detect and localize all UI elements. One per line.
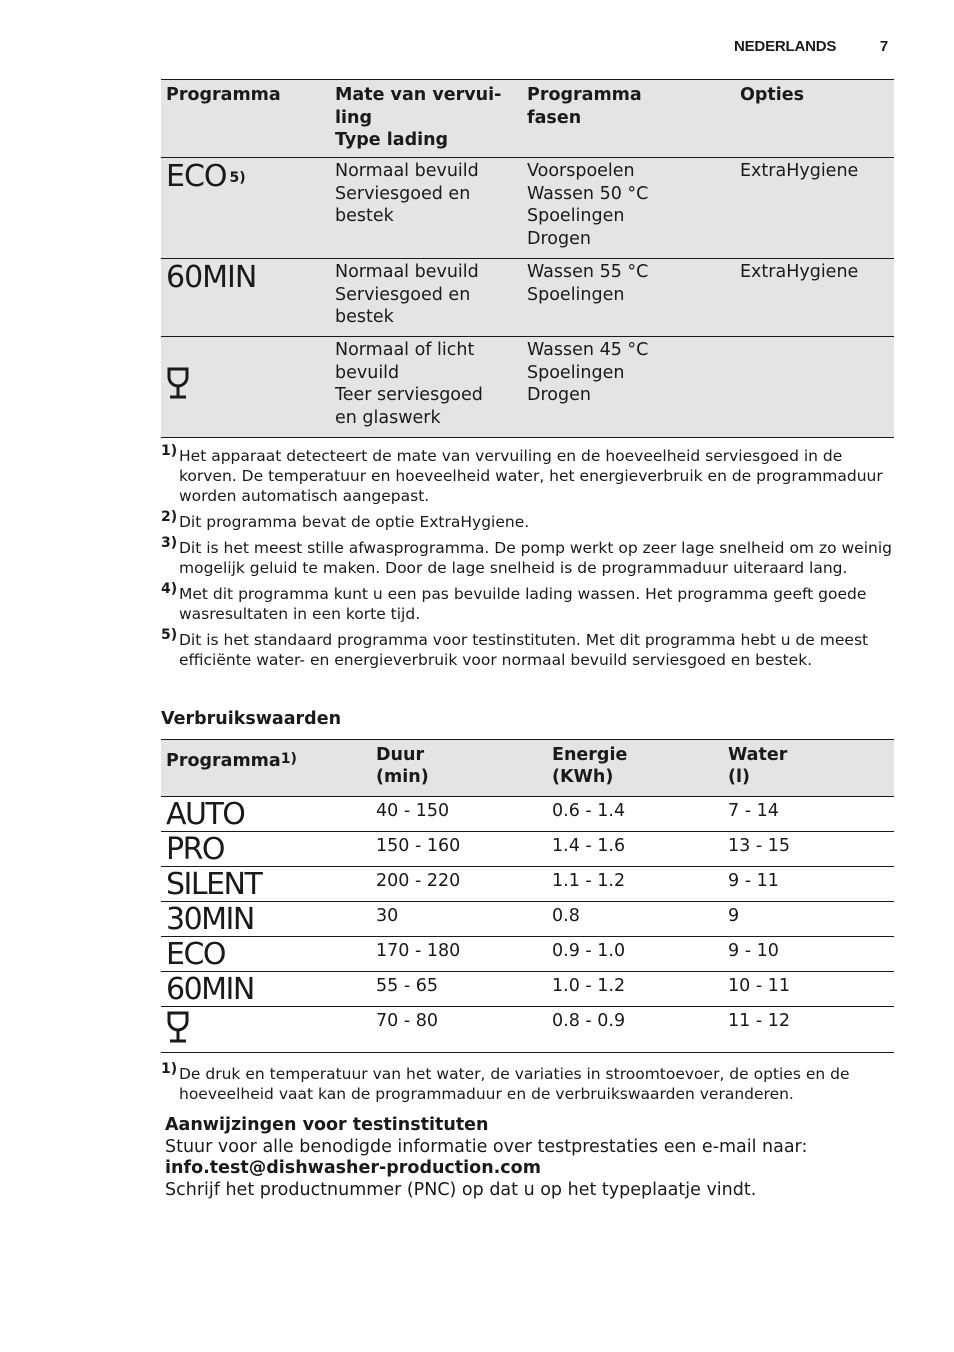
table-row [161, 259, 894, 337]
footnote [161, 509, 897, 532]
program-cell [161, 337, 330, 438]
energy-cell: 0.6 - 1.4 [547, 797, 723, 832]
water-cell: 11 - 12 [723, 1007, 894, 1053]
program-cell [161, 867, 371, 902]
footnote-mark: 5) [161, 627, 178, 643]
table-row [161, 937, 894, 972]
footnote-consumption-table [161, 1061, 897, 1110]
notes-line-2: Schrijf het productnummer (PNC) op dat u op het typeplaatje vindt. [165, 1179, 757, 1200]
header-language: NEDERLANDS [734, 38, 837, 55]
program-label: PRO [166, 832, 225, 867]
program-label: 30MIN [166, 902, 254, 937]
energy-cell: 0.8 - 0.9 [547, 1007, 723, 1053]
page-number: 7 [879, 38, 888, 55]
table-row [161, 832, 894, 867]
col-header-program-label: Programma [166, 751, 281, 771]
footnotes-program-table [161, 443, 897, 676]
soil-cell: Normaal bevuild Serviesgoed en bestek [330, 259, 522, 337]
duration-cell: 30 [371, 902, 547, 937]
table-row [161, 158, 894, 259]
water-cell: 9 - 10 [723, 937, 894, 972]
page-header [734, 38, 894, 58]
program-label: ECO [166, 159, 227, 194]
program-cell [161, 832, 371, 867]
consumption-table [161, 739, 894, 1053]
program-cell [161, 1007, 371, 1053]
footnote [161, 581, 897, 624]
section-title-consumption: Verbruikswaarden [161, 709, 342, 729]
program-label: 60MIN [166, 972, 254, 1007]
program-sup: 5) [229, 170, 246, 186]
soil-cell: Normaal bevuild Serviesgoed en bestek [330, 158, 522, 259]
table-row [161, 902, 894, 937]
duration-cell: 170 - 180 [371, 937, 547, 972]
water-cell: 7 - 14 [723, 797, 894, 832]
program-cell [161, 259, 330, 337]
wine-glass-icon [166, 366, 190, 400]
phases-cell: Wassen 55 °C Spoelingen [522, 259, 735, 337]
footnote-mark: 1) [161, 1061, 178, 1077]
program-cell [161, 797, 371, 832]
footnote [161, 443, 897, 506]
table-row [161, 1007, 894, 1053]
program-label: ECO [166, 937, 226, 972]
table-row [161, 337, 894, 438]
footnote [161, 535, 897, 578]
water-cell: 10 - 11 [723, 972, 894, 1007]
energy-cell: 1.0 - 1.2 [547, 972, 723, 1007]
program-cell [161, 902, 371, 937]
footnote-mark: 4) [161, 581, 178, 597]
footnote-text: Dit is het meest stille afwasprogramma. De pomp werkt op zeer lage snelheid om zo weinig mogelijk geluid te maken. Door de lage snelheid is de programmaduur uiteraard lang. [179, 539, 892, 577]
col-header-phases: Programma fasen [522, 80, 735, 158]
duration-cell: 55 - 65 [371, 972, 547, 1007]
energy-cell: 1.4 - 1.6 [547, 832, 723, 867]
footnote-mark: 2) [161, 509, 178, 525]
program-cell [161, 937, 371, 972]
notes-line-1: Stuur voor alle benodigde informatie over testprestaties een e-mail naar: [165, 1136, 808, 1157]
energy-cell: 0.9 - 1.0 [547, 937, 723, 972]
col-header-duration: Duur (min) [371, 740, 547, 797]
table-row [161, 797, 894, 832]
options-cell [735, 337, 894, 438]
phases-cell: Voorspoelen Wassen 50 °C Spoelingen Drogen [522, 158, 735, 259]
table-row [161, 972, 894, 1007]
options-cell: ExtraHygiene [735, 158, 894, 259]
col-header-program [161, 740, 371, 797]
water-cell: 13 - 15 [723, 832, 894, 867]
consumption-table-header [161, 740, 894, 797]
energy-cell: 0.8 [547, 902, 723, 937]
energy-cell: 1.1 - 1.2 [547, 867, 723, 902]
col-header-options: Opties [735, 80, 894, 158]
program-label: SILENT [166, 867, 262, 902]
footnote-mark: 1) [161, 443, 178, 459]
footnote [161, 1061, 897, 1104]
program-cell [161, 972, 371, 1007]
duration-cell: 40 - 150 [371, 797, 547, 832]
program-table-header [161, 80, 894, 158]
col-header-energy: Energie (KWh) [547, 740, 723, 797]
duration-cell: 150 - 160 [371, 832, 547, 867]
table-row [161, 867, 894, 902]
program-label: 60MIN [166, 260, 257, 295]
program-label: AUTO [166, 797, 245, 832]
footnote-mark: 3) [161, 535, 178, 551]
water-cell: 9 - 11 [723, 867, 894, 902]
footnote-text: Dit is het standaard programma voor testinstituten. Met dit programma hebt u de meest efficiënte water- en energieverbruik voor normaal bevuild serviesgoed en bestek. [179, 631, 869, 669]
notes-heading: Aanwijzingen voor testinstituten [165, 1115, 489, 1135]
test-institute-notes [165, 1115, 895, 1201]
footnote [161, 627, 897, 670]
duration-cell: 200 - 220 [371, 867, 547, 902]
footnote-text: De druk en temperatuur van het water, de variaties in stroomtoevoer, de opties en de hoeveelheid vaat kan de programmaduur en de verbruikswaarden veranderen. [179, 1065, 850, 1103]
col-header-program-sup: 1) [280, 751, 297, 767]
program-table [161, 79, 894, 438]
duration-cell: 70 - 80 [371, 1007, 547, 1053]
footnote-text: Dit programma bevat de optie ExtraHygiene. [179, 513, 530, 531]
col-header-soil: Mate van vervui- ling Type lading [330, 80, 522, 158]
soil-cell: Normaal of licht bevuild Teer serviesgoed en glaswerk [330, 337, 522, 438]
program-cell [161, 158, 330, 259]
col-header-program: Programma [161, 80, 330, 158]
col-header-water: Water (l) [723, 740, 894, 797]
footnote-text: Het apparaat detecteert de mate van vervuiling en de hoeveelheid serviesgoed in de korven. De temperatuur en hoeveelheid water, het energieverbruik en de programmaduur worden automatisch aangepast. [179, 447, 883, 505]
water-cell: 9 [723, 902, 894, 937]
options-cell: ExtraHygiene [735, 259, 894, 337]
footnote-text: Met dit programma kunt u een pas bevuilde lading wassen. Het programma geeft goede wasresultaten in een korte tijd. [179, 585, 867, 623]
phases-cell: Wassen 45 °C Spoelingen Drogen [522, 337, 735, 438]
notes-email: info.test@dishwasher-production.com [165, 1158, 541, 1178]
wine-glass-icon [166, 1010, 190, 1044]
